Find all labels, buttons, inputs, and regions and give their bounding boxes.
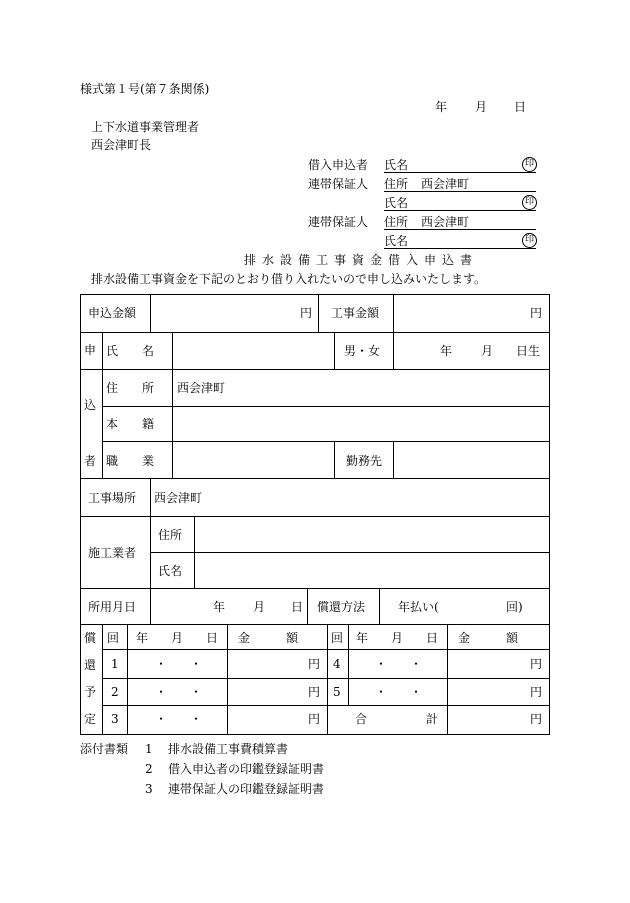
contractor-address-label: 住所	[158, 528, 183, 542]
date-dot: ・	[190, 685, 203, 699]
col-amount-label: 金 額	[238, 631, 299, 645]
birth-day-label: 日生	[516, 344, 541, 358]
times-label: 回)	[506, 600, 523, 614]
row-no: 3	[111, 712, 119, 726]
required-date-label: 所用月日	[88, 600, 137, 614]
borrower-label: 借入申込者	[308, 158, 369, 172]
attachment-item: 連帯保証人の印鑑登録証明書	[168, 782, 325, 796]
date-dot: ・	[190, 712, 203, 726]
recipient-line1: 上下水道事業管理者	[91, 120, 200, 134]
guarantor1-address-line	[384, 191, 536, 192]
date-dot: ・	[155, 685, 168, 699]
repay-method-label: 償還方法	[317, 600, 366, 614]
guarantor2-label: 連帯保証人	[308, 215, 369, 229]
date-dot: ・	[375, 657, 388, 671]
date-dot: ・	[155, 657, 168, 671]
required-day-label: 日	[291, 600, 304, 614]
repay-vertical-1: 償	[84, 631, 97, 645]
date-year: 年	[435, 100, 448, 114]
work-amount-label: 工事金額	[331, 306, 380, 320]
intro-text: 排水設備工事資金を下記のとおり借り入れたいので申し込みいたします。	[91, 272, 487, 286]
guarantor2-name-label: 氏名	[384, 234, 409, 248]
yen-label: 円	[530, 685, 543, 699]
attachments-label: 添付書類	[80, 742, 129, 756]
col-day-label: 日	[426, 631, 439, 645]
date-day: 日	[514, 100, 527, 114]
address-label: 住 所	[106, 381, 155, 395]
col-month-label: 月	[171, 631, 184, 645]
date-dot: ・	[410, 685, 423, 699]
name-label: 氏 名	[106, 344, 155, 358]
applicant-vertical-1: 申	[84, 343, 97, 357]
applicant-vertical-3: 者	[84, 454, 97, 468]
col-month-label: 月	[391, 631, 404, 645]
yen-label: 円	[300, 306, 313, 320]
borrower-name-line	[384, 172, 536, 173]
guarantor1-address-value: 西会津町	[421, 177, 470, 191]
yen-label: 円	[308, 657, 321, 671]
contractor-name-label: 氏名	[158, 564, 183, 578]
row-no: 4	[333, 657, 341, 671]
date-month: 月	[475, 100, 488, 114]
col-no-label: 回	[107, 631, 120, 645]
address-value: 西会津町	[177, 381, 226, 395]
row-no: 5	[333, 685, 341, 699]
applicant-vertical-2: 込	[84, 398, 97, 412]
guarantor2-address-label: 住所	[384, 215, 409, 229]
site-value: 西会津町	[154, 491, 203, 505]
repay-vertical-4: 定	[84, 712, 97, 726]
total-label-2: 計	[426, 712, 439, 726]
date-dot: ・	[190, 657, 203, 671]
col-year-label: 年	[136, 631, 149, 645]
date-dot: ・	[155, 712, 168, 726]
guarantor1-name-line	[384, 210, 536, 211]
required-year-label: 年	[213, 600, 226, 614]
borrower-name-label: 氏名	[384, 158, 409, 172]
total-label: 合	[355, 712, 368, 726]
recipient-line2: 西会津町長	[91, 138, 152, 152]
row-no: 2	[111, 685, 119, 699]
guarantor1-label: 連帯保証人	[308, 177, 369, 191]
seal-icon: 印	[522, 233, 537, 248]
date-dot: ・	[375, 685, 388, 699]
contractor-label: 施工業者	[88, 546, 137, 560]
domicile-label: 本 籍	[106, 417, 155, 431]
form-number: 様式第１号(第７条関係)	[80, 82, 210, 96]
attachment-item: 借入申込者の印鑑登録証明書	[168, 762, 325, 776]
gender-label: 男・女	[344, 344, 381, 358]
date-dot: ・	[410, 657, 423, 671]
document-title: 排水設備工事資金借入申込書	[244, 253, 479, 267]
occupation-label: 職 業	[106, 454, 155, 468]
guarantor1-address-label: 住所	[384, 177, 409, 191]
repay-vertical-3: 予	[84, 685, 97, 699]
guarantor2-address-value: 西会津町	[421, 215, 470, 229]
installments-label: 年払い(	[398, 600, 439, 614]
birth-month-label: 月	[481, 344, 494, 358]
yen-label: 円	[530, 306, 543, 320]
guarantor1-name-label: 氏名	[384, 196, 409, 210]
attachment-item: 排水設備工事費積算書	[168, 742, 289, 756]
attachment-no: 3	[145, 782, 153, 796]
required-month-label: 月	[253, 600, 266, 614]
guarantor2-address-line	[384, 229, 536, 230]
col-amount-label: 金 額	[458, 631, 519, 645]
guarantor2-name-line	[384, 248, 536, 249]
loan-amount-label: 申込金額	[88, 306, 137, 320]
attachment-no: 2	[145, 762, 153, 776]
row-no: 1	[111, 657, 119, 671]
col-day-label: 日	[206, 631, 219, 645]
site-label: 工事場所	[88, 491, 137, 505]
repay-vertical-2: 還	[84, 658, 97, 672]
attachment-no: 1	[145, 742, 153, 756]
yen-label: 円	[308, 685, 321, 699]
yen-label: 円	[530, 657, 543, 671]
workplace-label: 勤務先	[346, 454, 383, 468]
col-year-label: 年	[356, 631, 369, 645]
yen-label: 円	[530, 712, 543, 726]
seal-icon: 印	[522, 195, 537, 210]
birth-year-label: 年	[440, 344, 453, 358]
yen-label: 円	[308, 712, 321, 726]
seal-icon: 印	[522, 157, 537, 172]
col-no-label: 回	[331, 631, 344, 645]
